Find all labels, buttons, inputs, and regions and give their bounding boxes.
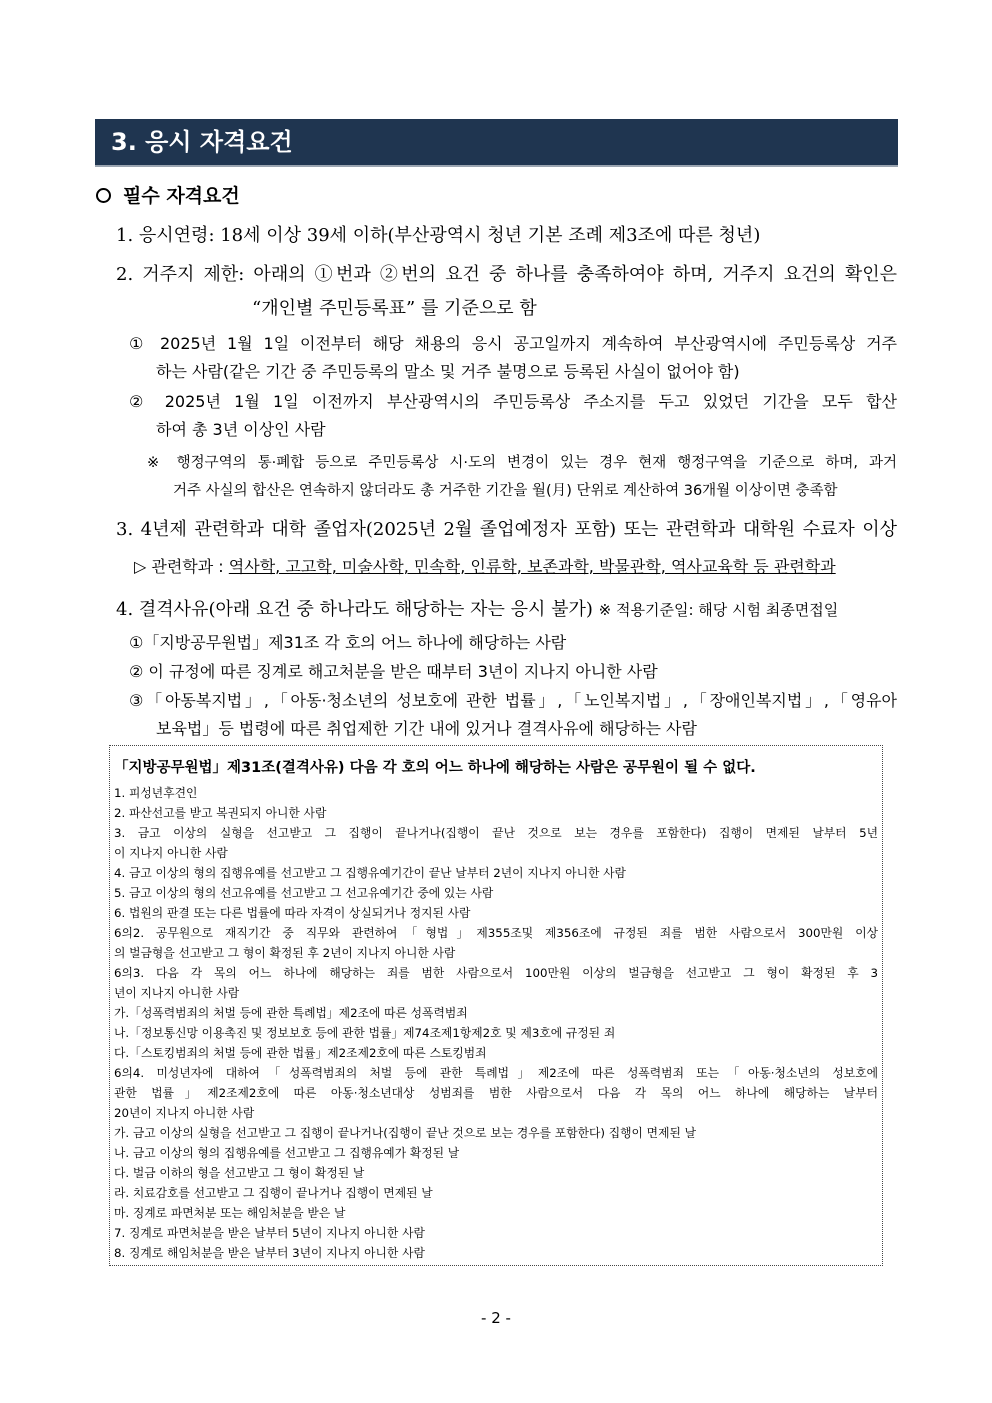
law-line: 7. 징계로 파면처분을 받은 날부터 5년이 지나지 아니한 사람	[114, 1226, 425, 1240]
section-title: 3. 응시 자격요건	[95, 119, 898, 165]
law-line: 1. 피성년후견인	[114, 786, 198, 800]
residence-option1-line2: 하는 사람(같은 기간 중 주민등록의 말소 및 거주 불명으로 등록된 사실이 없어야 함)	[156, 362, 740, 381]
subsection-title	[96, 181, 240, 208]
law-line: 가. 금고 이상의 실형을 선고받고 그 집행이 끝나거나(집행이 끝난 것으로 보는 경우를 포함한다) 집행이 면제된 날	[114, 1126, 697, 1140]
circle-bullet-icon	[96, 188, 111, 203]
law-line: 다. 벌금 이하의 형을 선고받고 그 형이 확정된 날	[114, 1166, 365, 1180]
related-majors-value: 역사학, 고고학, 미술사학, 민속학, 인류학, 보존과학, 박물관학, 역사교육학 등 관련학과	[228, 557, 836, 576]
residence-option2-line1: ② 2025년 1월 1일 이전까지 부산광역시의 주민등록상 주소지를 두고 있었던 기간을 모두 합산	[129, 392, 897, 411]
law-line: 가.「성폭력범죄의 처벌 등에 관한 특례법」제2조에 따른 성폭력범죄	[114, 1006, 468, 1020]
law-line: 라. 치료감호를 선고받고 그 집행이 끝나거나 집행이 면제된 날	[114, 1186, 433, 1200]
law-line: 관한 법률」제2조제2호에 따른 아동·청소년대상 성범죄를 범한 사람으로서 다음 각 목의 어느 하나에 해당하는 날부터	[114, 1086, 878, 1100]
law-excerpt-list	[114, 783, 878, 1263]
law-excerpt-box	[109, 745, 883, 1266]
disqualification-heading: 4. 결격사유(아래 요건 중 하나라도 해당하는 자는 응시 불가)	[116, 599, 593, 620]
law-line: 나. 금고 이상의 형의 집행유예를 선고받고 그 집행유예가 확정된 날	[114, 1146, 460, 1160]
law-line: 이 지나지 아니한 사람	[114, 846, 228, 860]
law-line: 5. 금고 이상의 형의 선고유예를 선고받고 그 선고유예기간 중에 있는 사람	[114, 886, 494, 900]
law-line: 6의3. 다음 각 목의 어느 하나에 해당하는 죄를 범한 사람으로서 100만원 이상의 벌금형을 선고받고 그 형이 확정된 후 3	[114, 966, 878, 980]
law-line: 4. 금고 이상의 형의 집행유예를 선고받고 그 집행유예기간이 끝난 날부터 2년이 지나지 아니한 사람	[114, 866, 626, 880]
disqualification-option1: ①「지방공무원법」제31조 각 호의 어느 하나에 해당하는 사람	[129, 633, 567, 652]
law-line: 마. 징계로 파면처분 또는 해임처분을 받은 날	[114, 1206, 346, 1220]
disqualification-option3-line1: ③「아동복지법」,「아동·청소년의 성보호에 관한 법률」,「노인복지법」,「장애인복지법」,「영유아	[129, 691, 897, 710]
disqualification-option3-line2: 보육법」등 법령에 따른 취업제한 기간 내에 있거나 결격사유에 해당하는 사람	[156, 719, 697, 738]
requirement-disqualification	[116, 595, 838, 621]
requirement-residence-line2: “개인별 주민등록표” 를 기준으로 함	[252, 298, 537, 319]
law-line: 년이 지나지 아니한 사람	[114, 986, 240, 1000]
residence-note-line1: ※ 행정구역의 통·폐합 등으로 주민등록상 시·도의 변경이 있는 경우 현재 행정구역을 기준으로 하며, 과거	[147, 455, 897, 471]
law-line: 8. 징계로 해임처분을 받은 날부터 3년이 지나지 아니한 사람	[114, 1246, 425, 1260]
related-majors	[134, 554, 836, 577]
subsection-title-text: 필수 자격요건	[123, 185, 240, 207]
requirement-age: 1. 응시연령: 18세 이상 39세 이하(부산광역시 청년 기본 조례 제3조에 따른 청년)	[116, 225, 761, 246]
law-line: 3. 금고 이상의 실형을 선고받고 그 집행이 끝나거나(집행이 끝난 것으로 보는 경우를 포함한다) 집행이 면제된 날부터 5년	[114, 826, 878, 840]
residence-option1-line1: ① 2025년 1월 1일 이전부터 해당 채용의 응시 공고일까지 계속하여 부산광역시에 주민등록상 거주	[129, 334, 897, 353]
law-line: 20년이 지나지 아니한 사람	[114, 1106, 255, 1120]
related-majors-label: ▷ 관련학과 :	[134, 557, 224, 576]
law-excerpt-title: 「지방공무원법」제31조(결격사유) 다음 각 호의 어느 하나에 해당하는 사람은 공무원이 될 수 없다.	[114, 760, 756, 776]
law-line: 6의4. 미성년자에 대하여「성폭력범죄의 처벌 등에 관한 특례법」제2조에 따른 성폭력범죄 또는「아동·청소년의 성보호에	[114, 1066, 878, 1080]
law-line: 다.「스토킹범죄의 처벌 등에 관한 법률」제2조제2호에 따른 스토킹범죄	[114, 1046, 487, 1060]
page-number: - 2 -	[481, 1309, 511, 1327]
residence-option2-line2: 하여 총 3년 이상인 사람	[156, 420, 326, 439]
law-line: 6. 법원의 판결 또는 다른 법률에 따라 자격이 상실되거나 정지된 사람	[114, 906, 471, 920]
section-title-underline	[95, 165, 898, 167]
disqualification-option2: ② 이 규정에 따른 징계로 해고처분을 받은 때부터 3년이 지나지 아니한 사람	[129, 662, 658, 681]
law-line: 의 벌금형을 선고받고 그 형이 확정된 후 2년이 지나지 아니한 사람	[114, 946, 456, 960]
requirement-education: 3. 4년제 관련학과 대학 졸업자(2025년 2월 졸업예정자 포함) 또는 관련학과 대학원 수료자 이상	[116, 519, 897, 540]
requirement-residence-line1: 2. 거주지 제한: 아래의 ①번과 ②번의 요건 중 하나를 충족하여야 하며, 거주지 요건의 확인은	[116, 264, 897, 285]
law-line: 나.「정보통신망 이용촉진 및 정보보호 등에 관한 법률」제74조제1항제2호 및 제3호에 규정된 죄	[114, 1026, 616, 1040]
law-line: 2. 파산선고를 받고 복권되지 아니한 사람	[114, 806, 327, 820]
residence-note-line2: 거주 사실의 합산은 연속하지 않더라도 총 거주한 기간을 월(月) 단위로 계산하여 36개월 이상이면 충족함	[173, 483, 838, 499]
disqualification-note: ※ 적용기준일: 해당 시험 최종면접일	[598, 601, 839, 619]
law-line: 6의2. 공무원으로 재직기간 중 직무와 관련하여「형법」제355조및 제356조에 규정된 죄를 범한 사람으로서 300만원 이상	[114, 926, 878, 940]
